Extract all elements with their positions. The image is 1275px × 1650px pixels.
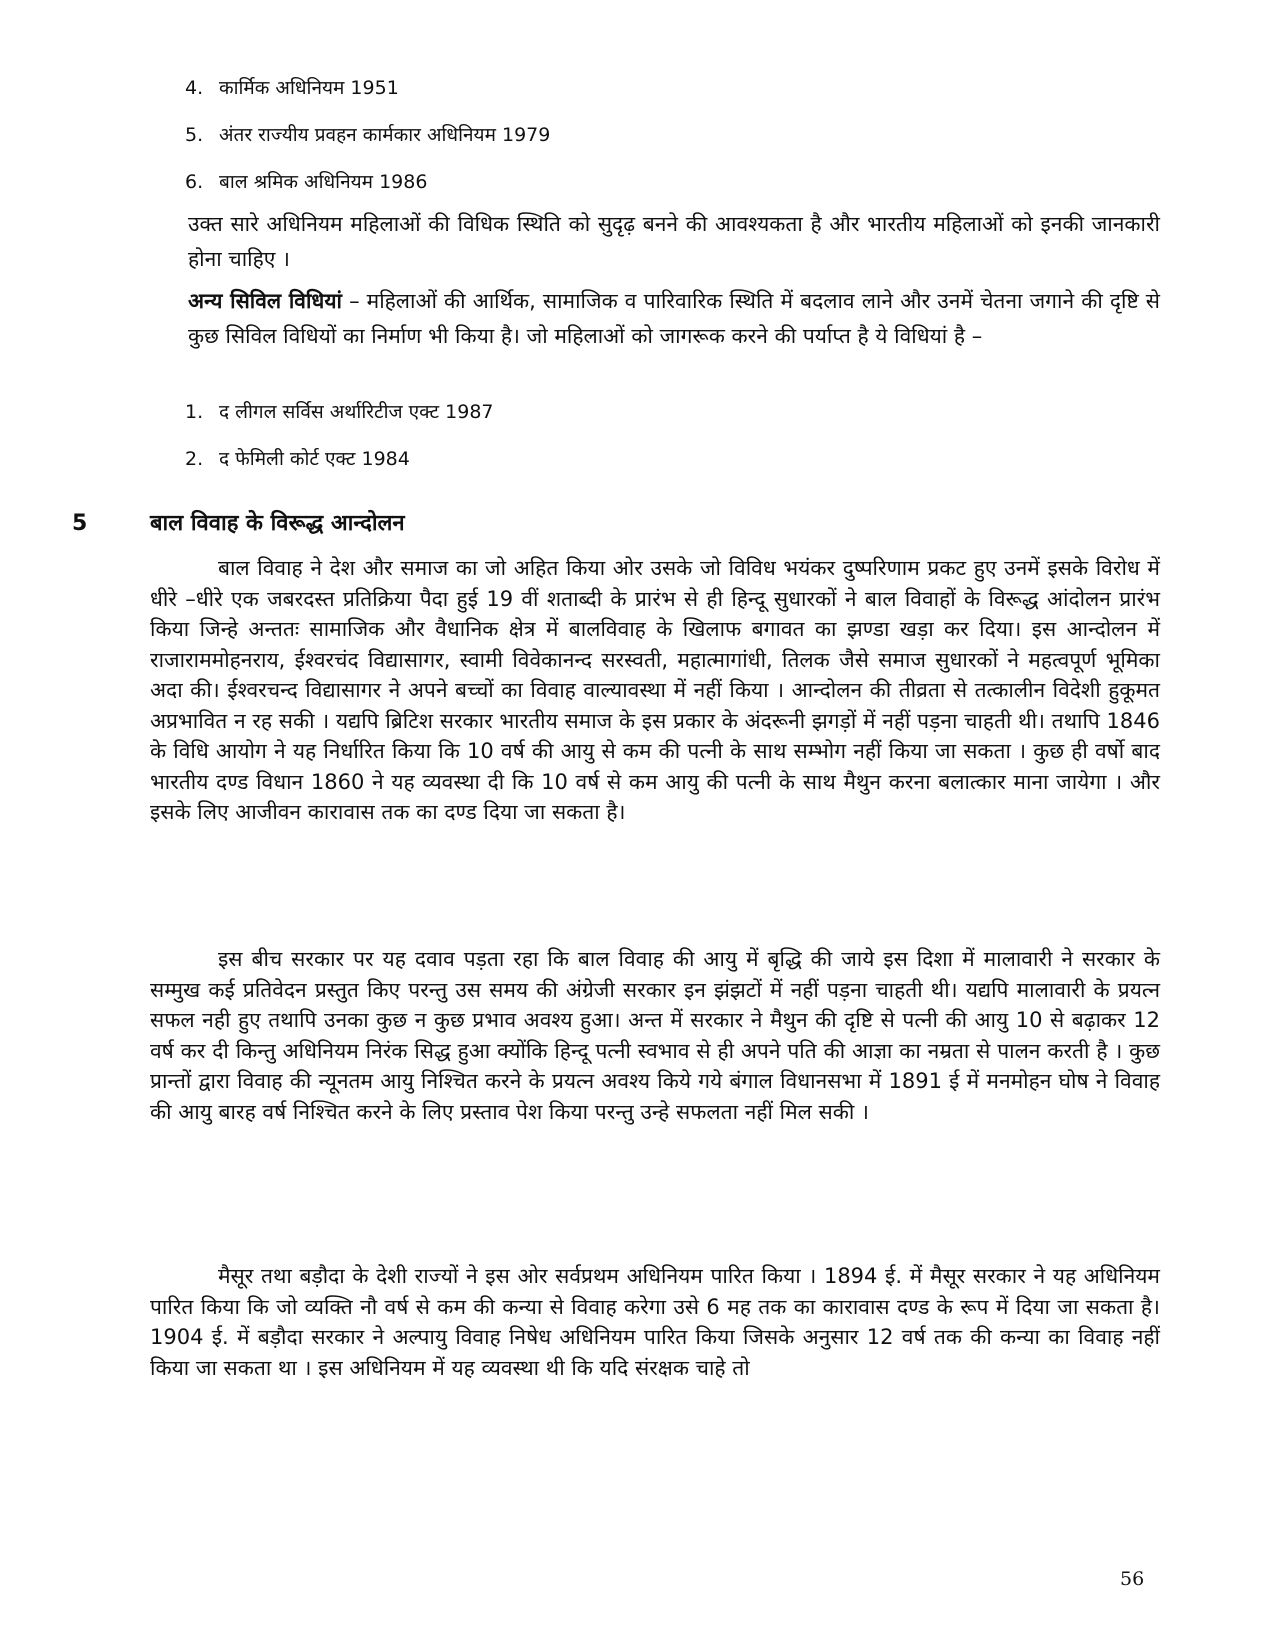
summary-paragraph: उक्त सारे अधिनियम महिलाओं की विधिक स्थिति को सुदृढ़ बनने की आवश्यकता है और भारतीय महिलाओं को इनकी जानकारी होना चाहिए । [188, 212, 1160, 271]
civil-laws-text: – महिलाओं की आर्थिक, सामाजिक व पारिवारिक स्थिति में बदलाव लाने और उनमें चेतना जगाने की दृष्टि से कुछ सिविल विधियों का निर्माण भी किया है। जो महिलाओं को जागरूक करने की पर्याप्त है ये विधियां है – [188, 289, 1160, 348]
page-number: 56 [1120, 1568, 1145, 1590]
body-paragraph: बाल विवाह ने देश और समाज का जो अहित किया ओर उसके जो विविध भयंकर दुष्परिणाम प्रकट हुए उनमें इसके विरोध में धीरे –धीरे एक जबरदस्त प्रतिक्रिया पैदा हुई 19 वीं शताब्दी के प्रारंभ से ही हिन्दू सुधारकों ने बाल विवाहों के विरूद्ध आंदोलन प्रारंभ किया जिन्हे अन्ततः सामाजिक और वैधानिक क्षेत्र में बालविवाह के खिलाफ बगावत का झण्डा खड़ा कर दिया। इस आन्दोलन में राजाराममोहनराय, ईश्वरचंद विद्यासागर, स्वामी विवेकानन्द सरस्वती, महात्मागांधी, तिलक जैसे समाज सुधारकों ने महत्वपूर्ण भूमिका अदा की। ईश्वरचन्द विद्यासागर ने अपने बच्चों का विवाह वाल्यावस्था में नहीं किया । आन्दोलन की तीव्रता से तत्कालीन विदेशी हुकूमत अप्रभावित न रह सकी । यद्यपि ब्रिटिश सरकार भारतीय समाज के इस प्रकार के अंदरूनी झगड़ों में नहीं पड़ना चाहती थी। तथापि 1846 के विधि आयोग ने यह निर्धारित किया कि 10 वर्ष की आयु से कम की पत्नी के साथ सम्भोग नहीं किया जा सकता । कुछ ही वर्षो बाद भारतीय दण्ड विधान 1860 ने यह व्यवस्था दी कि 10 वर्ष से कम आयु की पत्नी के साथ मैथुन करना बलात्कार माना जायेगा । और इसके लिए आजीवन कारावास तक का दण्ड दिया जा सकता है। [150, 556, 1160, 824]
body-paragraph: मैसूर तथा बड़ौदा के देशी राज्यों ने इस ओर सर्वप्रथम अधिनियम पारित किया । 1894 ई. में मैसूर सरकार ने यह अधिनियम पारित किया कि जो व्यक्ति नौ वर्ष से कम की कन्या से विवाह करेगा उसे 6 मह तक का कारावास दण्ड के रूप में दिया जा सकता है। 1904 ई. में बड़ौदा सरकार ने अल्पायु विवाह निषेध अधिनियम पारित किया जिसके अनुसार 12 वर्ष तक की कन्या का विवाह नहीं किया जा सकता था । इस अधिनियम में यह व्यवस्था थी कि यदि संरक्षक चाहे तो [150, 1264, 1160, 1380]
list-item-text: बाल श्रमिक अधिनियम 1986 [219, 171, 428, 193]
civil-laws-paragraph [188, 284, 1160, 354]
section-heading [72, 508, 405, 540]
civil-laws-label: अन्य सिविल विधियां [188, 289, 342, 313]
list-item-text: द लीगल सर्विस अर्थारिटीज एक्ट 1987 [219, 401, 494, 423]
section-title: बाल विवाह के विरूद्ध आन्दोलन [150, 511, 405, 536]
section-number: 5 [72, 511, 88, 536]
list-item [185, 123, 550, 170]
list-item-text: द फेमिली कोर्ट एक्ट 1984 [219, 448, 410, 470]
civil-laws-list [185, 400, 494, 494]
list-item [185, 447, 494, 494]
body-paragraph: इस बीच सरकार पर यह दवाव पड़ता रहा कि बाल विवाह की आयु में बृद्धि की जाये इस दिशा में मालावारी ने सरकार के सम्मुख कई प्रतिवेदन प्रस्तुत किए परन्तु उस समय की अंग्रेजी सरकार इन झंझटों में नहीं पड़ना चाहती थी। यद्यपि मालावारी के प्रयत्न सफल नही हुए तथापि उनका कुछ न कुछ प्रभाव अवश्य हुआ। अन्त में सरकार ने मैथुन की दृष्टि से पत्नी की आयु 10 से बढ़ाकर 12 वर्ष कर दी किन्तु अधिनियम निरंक सिद्ध हुआ क्योंकि हिन्दू पत्नी स्वभाव से ही अपने पति की आज्ञा का नम्रता से पालन करती है । कुछ प्रान्तों द्वारा विवाह की न्यूनतम आयु निश्चित करने के प्रयत्न अवश्य किये गये बंगाल विधानसभा में 1891 ई में मनमोहन घोष ने विवाह की आयु बारह वर्ष निश्चित करने के लिए प्रस्ताव पेश किया परन्तु उन्हे सफलता नहीं मिल सकी । [150, 947, 1160, 1124]
list-item-number: 5. [185, 124, 204, 146]
list-item-number: 1. [185, 401, 204, 423]
list-item-number: 2. [185, 448, 204, 470]
list-item-number: 6. [185, 171, 204, 193]
list-item-number: 4. [185, 77, 204, 99]
list-item-text: कार्मिक अधिनियम 1951 [219, 77, 399, 99]
list-item [185, 400, 494, 447]
list-item-text: अंतर राज्यीय प्रवहन कार्मकार अधिनियम 1979 [219, 124, 551, 146]
list-item [185, 76, 550, 123]
acts-list-top [185, 76, 550, 217]
